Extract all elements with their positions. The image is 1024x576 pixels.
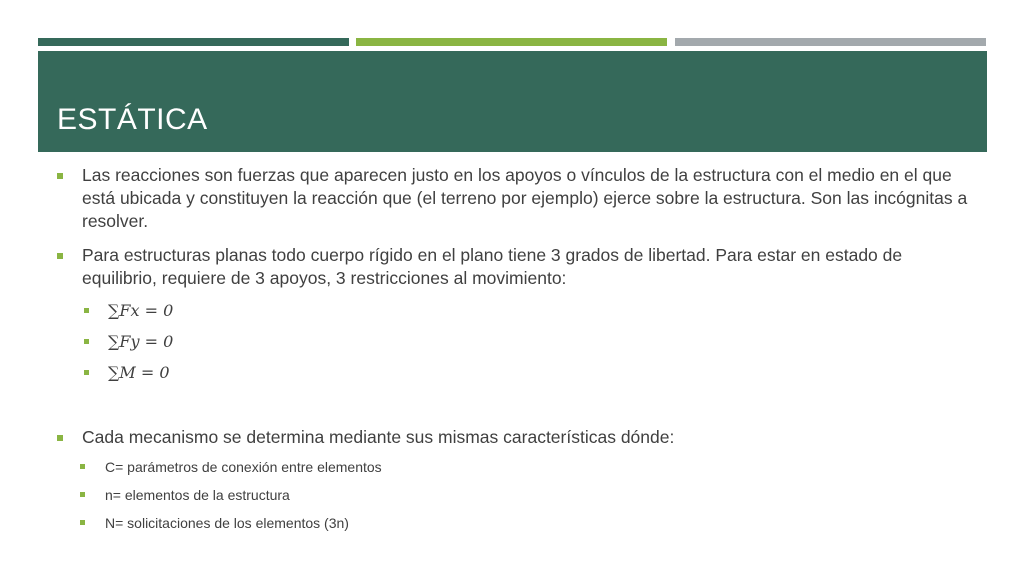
bullet-text: Cada mecanismo se determina mediante sus mismas características dónde: [82, 427, 675, 447]
equation-item [108, 363, 170, 383]
equation-item [108, 332, 173, 352]
sub-bullet-item [105, 486, 290, 504]
square-bullet-icon [84, 308, 89, 313]
equation-item [108, 301, 173, 321]
bullet-text: Las reacciones son fuerzas que aparecen justo en los apoyos o vínculos de la estructura con el medio en el que está ubicada y constituyen la reacción que (el terreno por ejemplo) ejerce sobre la estructura. Son las incógnitas a resolver. [82, 165, 968, 231]
sub-bullet-text: N= solicitaciones de los elementos (3n) [105, 515, 349, 531]
bullet-item [82, 426, 942, 449]
sub-bullet-text: n= elementos de la estructura [105, 487, 290, 503]
square-bullet-icon [84, 339, 89, 344]
square-bullet-icon [84, 370, 89, 375]
equation-text: ∑𝐹𝑦 = 0 [108, 332, 174, 351]
equation-text: ∑𝑀 = 0 [108, 363, 170, 382]
square-bullet-icon [57, 435, 63, 441]
bullet-item [82, 244, 942, 290]
square-bullet-icon [57, 173, 63, 179]
sub-bullet-text: C= parámetros de conexión entre elementos [105, 459, 382, 475]
sub-bullet-item [105, 514, 349, 532]
sub-bullet-item [105, 458, 382, 476]
square-bullet-icon [57, 253, 63, 259]
square-bullet-icon [80, 520, 85, 525]
bullet-text: Para estructuras planas todo cuerpo rígido en el plano tiene 3 grados de libertad. Para estar en estado de equilibrio, requiere de 3 apoyos, 3 restricciones al movimiento: [82, 245, 903, 288]
square-bullet-icon [80, 464, 85, 469]
square-bullet-icon [80, 492, 85, 497]
bullet-item [82, 164, 982, 233]
equation-text: ∑𝐹𝑥 = 0 [108, 301, 174, 320]
slide-title: ESTÁTICA [57, 103, 208, 136]
